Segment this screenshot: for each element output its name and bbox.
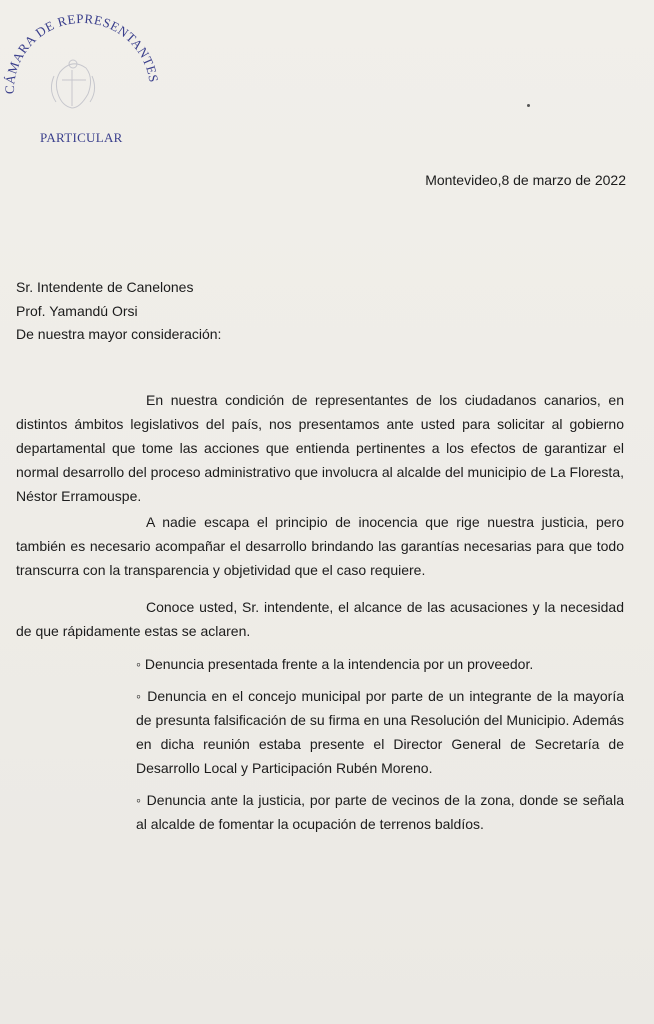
addressee-title: Sr. Intendente de Canelones bbox=[16, 279, 194, 295]
bullet-item-2: ◦ Denuncia en el concejo municipal por parte de un integrante de la mayoría de presunta falsificación de su firma en una Resolución del Municipio. Además en dicha reunión estaba presente el Director General de Secretaría de Desarrollo Local y Participación Rubén Moreno. bbox=[136, 688, 624, 776]
bullet-item-1: ◦ Denuncia presentada frente a la intendencia por un proveedor. bbox=[136, 656, 534, 672]
paragraph-3: Conoce usted, Sr. intendente, el alcance de las acusaciones y la necesidad de que rápidamente estas se aclaren. bbox=[16, 599, 624, 639]
coat-of-arms-icon bbox=[51, 60, 94, 108]
chamber-seal bbox=[0, 10, 170, 120]
addressee-block bbox=[16, 276, 221, 347]
addressee-name: Prof. Yamandú Orsi bbox=[16, 302, 138, 319]
seal-arc-text: CÁMARA DE REPRESENTANTES bbox=[1, 10, 162, 95]
salutation: De nuestra mayor consideración: bbox=[16, 326, 222, 342]
svg-text:CÁMARA DE REPRESENTANTES bbox=[2, 11, 162, 94]
paragraph-2: A nadie escapa el principio de inocencia que rige nuestra justicia, pero también es necesario acompañar el desarrollo brindando las garantías necesarias para que todo transcurra con la transparencia y objetividad que el caso requiere. bbox=[16, 514, 624, 578]
bullet-item-3: ◦ Denuncia ante la justicia, por parte de vecinos de la zona, donde se señala al alcalde de fomentar la ocupación de terrenos baldíos. bbox=[136, 792, 624, 832]
paragraph-1: En nuestra condición de representantes de los ciudadanos canarios, en distintos ámbitos legislativos del país, nos presentamos ante usted para solicitar al gobierno departamental que tome las acciones que entienda pertinentes a los efectos de garantizar el normal desarrollo del proceso administrativo que involucra al alcalde del municipio de La Floresta, Néstor Erramouspe. bbox=[16, 392, 624, 504]
date-line: Montevideo,8 de marzo de 2022 bbox=[425, 172, 626, 188]
particular-label: PARTICULAR bbox=[40, 130, 123, 145]
speck bbox=[527, 104, 530, 107]
